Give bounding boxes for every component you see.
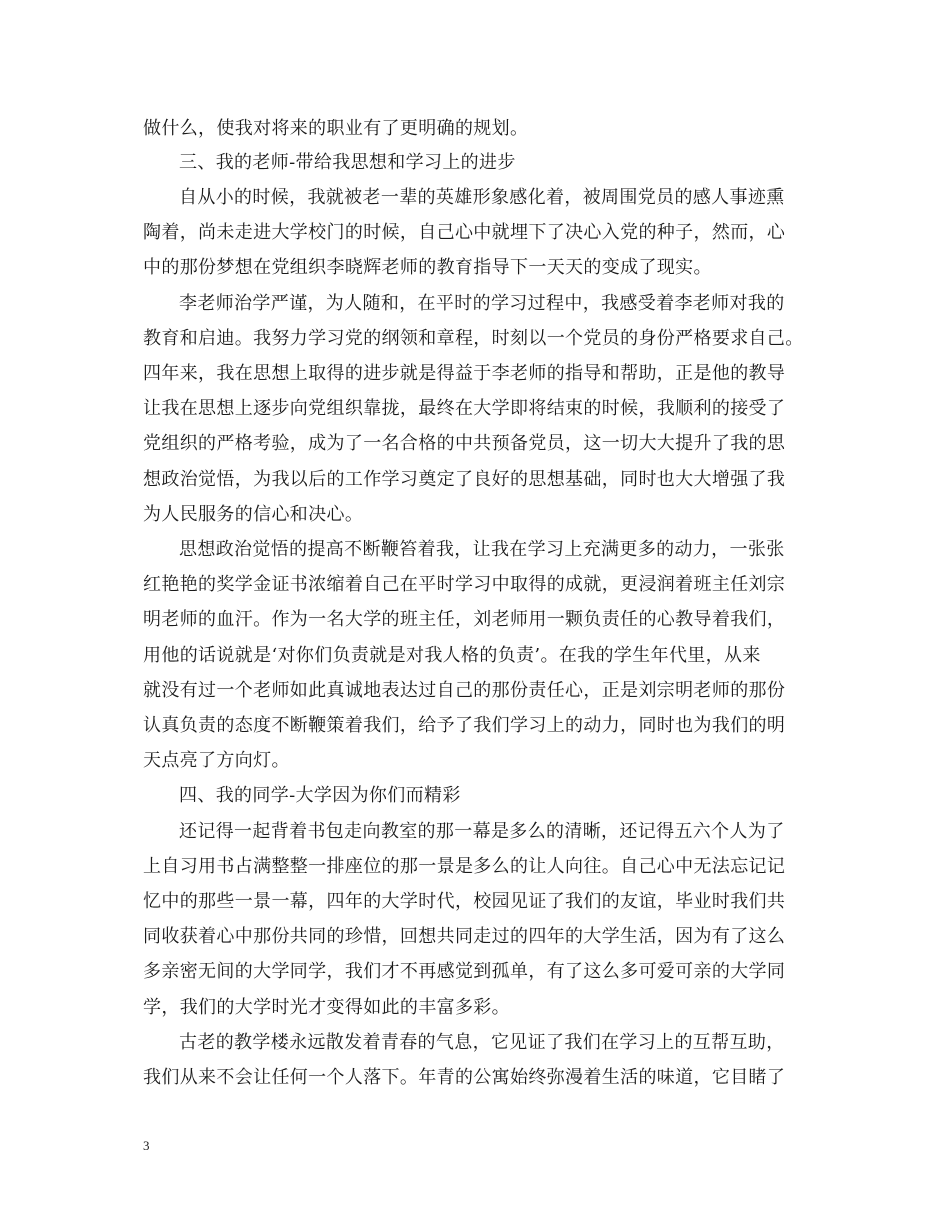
text-line: 党组织的严格考验，成为了一名合格的中共预备党员，这一切大大提升了我的思 — [143, 433, 786, 454]
text-line: 同收获着心中那份共同的珍惜，回想共同走过的四年的大学生活，因为有了这么 — [143, 926, 786, 947]
text-line: 让我在思想上逐步向党组织靠拢，最终在大学即将结束的时候，我顺利的接受了 — [143, 398, 786, 419]
section-heading: 四、我的同学-大学因为你们而精彩 — [179, 785, 461, 806]
text-line: 四年来，我在思想上取得的进步就是得益于李老师的指导和帮助，正是他的教导 — [143, 363, 786, 384]
text-line: 陶着，尚未走进大学校门的时候，自己心中就埋下了决心入党的种子，然而，心 — [143, 222, 786, 243]
text-line: 用他的话说就是‘对你们负责就是对我人格的负责’。在我的学生年代里，从来 — [143, 645, 761, 666]
text-line: 明老师的血汗。作为一名大学的班主任，刘老师用一颗负责任的心教导着我们， — [143, 609, 786, 630]
text-line: 就没有过一个老师如此真诚地表达过自己的那份责任心，正是刘宗明老师的那份 — [143, 680, 786, 701]
text-line: 做什么，使我对将来的职业有了更明确的规划。 — [143, 118, 529, 139]
text-line: 忆中的那些一景一幕，四年的大学时代，校园见证了我们的友谊，毕业时我们共 — [143, 891, 786, 912]
text-line: 还记得一起背着书包走向教室的那一幕是多么的清晰，还记得五六个人为了 — [179, 821, 785, 842]
text-line: 教育和启迪。我努力学习党的纲领和章程，时刻以一个党员的身份严格要求自己。 — [143, 328, 804, 349]
text-line: 天点亮了方向灯。 — [143, 750, 290, 771]
text-line: 中的那份梦想在党组织李晓辉老师的教育指导下一天天的变成了现实。 — [143, 257, 712, 278]
text-line: 多亲密无间的大学同学，我们才不再感觉到孤单，有了这么多可爱可亲的大学同 — [143, 961, 786, 982]
text-line: 思想政治觉悟的提高不断鞭笞着我，让我在学习上充满更多的动力，一张张 — [179, 539, 785, 560]
text-line: 上自习用书占满整整一排座位的那一景是多么的让人向往。自己心中无法忘记记 — [143, 856, 786, 877]
page-number: 3 — [143, 1138, 150, 1153]
text-line: 认真负责的态度不断鞭策着我们，给予了我们学习上的动力，同时也为我们的明 — [143, 715, 786, 736]
section-heading: 三、我的老师-带给我思想和学习上的进步 — [179, 152, 516, 173]
text-line: 自从小的时候，我就被老一辈的英雄形象感化着，被周围党员的感人事迹熏 — [179, 187, 785, 208]
text-line: 古老的教学楼永远散发着青春的气息，它见证了我们在学习上的互帮互助， — [179, 1032, 785, 1053]
text-line: 红艳艳的奖学金证书浓缩着自己在平时学习中取得的成就，更浸润着班主任刘宗 — [143, 574, 786, 595]
text-line: 想政治觉悟，为我以后的工作学习奠定了良好的思想基础，同时也大大增强了我 — [143, 469, 786, 490]
text-line: 学，我们的大学时光才变得如此的丰富多彩。 — [143, 997, 510, 1018]
text-line: 李老师治学严谨，为人随和，在平时的学习过程中，我感受着李老师对我的 — [179, 293, 785, 314]
text-line: 为人民服务的信心和决心。 — [143, 504, 364, 525]
text-line: 我们从来不会让任何一个人落下。年青的公寓始终弥漫着生活的味道，它目睹了 — [143, 1067, 786, 1088]
